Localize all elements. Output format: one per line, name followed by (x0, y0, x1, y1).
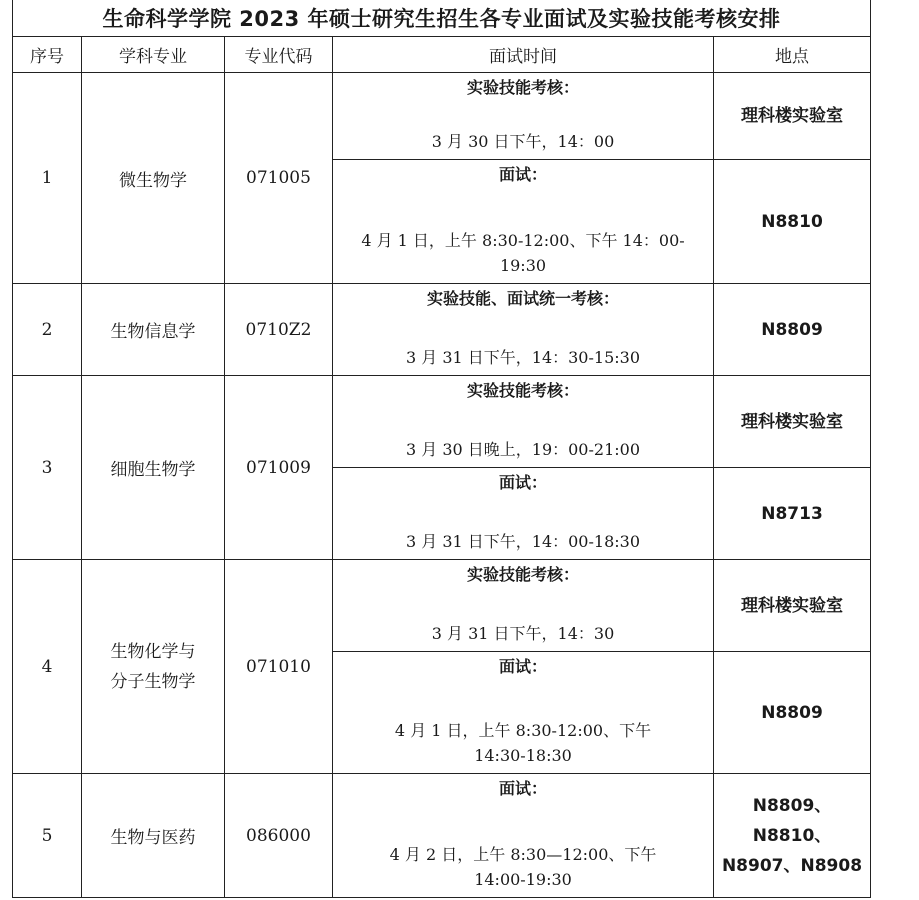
session-value (341, 842, 705, 892)
row-major: 微生物学 (82, 73, 225, 284)
session-time (333, 376, 714, 468)
row-major (82, 560, 225, 774)
session-time (333, 560, 714, 652)
session-place: N8810 (714, 160, 871, 284)
row-no: 4 (13, 560, 82, 774)
header-row (13, 37, 871, 73)
row-major-line: 生物化学与 (110, 641, 196, 662)
session-time (333, 73, 714, 160)
session-label: 面试： (498, 779, 547, 798)
session-place: N8809 (714, 284, 871, 376)
session-time (333, 160, 714, 284)
row-major: 细胞生物学 (82, 376, 225, 560)
row-code: 071005 (225, 73, 333, 284)
header-major: 学科专业 (82, 37, 225, 73)
header-no: 序号 (13, 37, 82, 73)
table-row (13, 376, 871, 468)
header-time: 面试时间 (333, 37, 714, 73)
row-no: 1 (13, 73, 82, 284)
row-major-line: 分子生物学 (110, 671, 196, 692)
session-place (714, 774, 871, 898)
row-major: 生物与医药 (82, 774, 225, 898)
row-no: 2 (13, 284, 82, 376)
session-place: 理科楼实验室 (714, 560, 871, 652)
session-value: 3 月 31 日下午，14：30 (431, 624, 615, 643)
table-title: 生命科学学院 2023 年硕士研究生招生各专业面试及实验技能考核安排 (13, 0, 871, 37)
session-value-line: 14:00-19:30 (474, 870, 572, 889)
session-label: 实验技能考核： (466, 565, 579, 584)
header-place: 地点 (714, 37, 871, 73)
row-code: 071009 (225, 376, 333, 560)
row-code: 086000 (225, 774, 333, 898)
session-label: 面试： (498, 657, 547, 676)
session-place: 理科楼实验室 (714, 376, 871, 468)
schedule-table (12, 0, 871, 898)
row-no: 5 (13, 774, 82, 898)
session-place-line: N8809、N8810、 (752, 795, 832, 846)
session-value: 3 月 31 日下午，14：30-15:30 (405, 348, 641, 367)
session-label: 实验技能、面试统一考核： (426, 289, 619, 308)
table-row (13, 774, 871, 898)
session-value: 4 月 1 日，上午 8:30-12:00、下午 14：00-19:30 (361, 231, 685, 275)
schedule-sheet (12, 0, 870, 898)
session-time (333, 774, 714, 898)
session-label: 实验技能考核： (466, 78, 579, 97)
session-time (333, 284, 714, 376)
header-code: 专业代码 (225, 37, 333, 73)
session-value-line: 4 月 1 日，上午 8:30-12:00、下午 (394, 721, 652, 740)
session-place: 理科楼实验室 (714, 73, 871, 160)
session-label: 实验技能考核： (466, 381, 579, 400)
session-value-line: 4 月 2 日，上午 8:30—12:00、下午 (389, 845, 657, 864)
session-place: N8713 (714, 468, 871, 560)
row-code: 071010 (225, 560, 333, 774)
row-code: 0710Z2 (225, 284, 333, 376)
session-time (333, 652, 714, 774)
row-no: 3 (13, 376, 82, 560)
row-major: 生物信息学 (82, 284, 225, 376)
session-time (333, 468, 714, 560)
session-value (341, 718, 705, 768)
table-row (13, 284, 871, 376)
table-row (13, 560, 871, 652)
session-value: 3 月 30 日下午，14：00 (431, 132, 615, 151)
session-value-line: 14:30-18:30 (474, 746, 572, 765)
session-value: 3 月 31 日下午，14：00-18:30 (405, 532, 641, 551)
session-place: N8809 (714, 652, 871, 774)
session-value: 3 月 30 日晚上，19：00-21:00 (405, 440, 641, 459)
session-label: 面试： (498, 473, 547, 492)
table-row (13, 73, 871, 160)
session-place-line: N8907、N8908 (721, 855, 863, 876)
session-label: 面试： (498, 165, 547, 184)
